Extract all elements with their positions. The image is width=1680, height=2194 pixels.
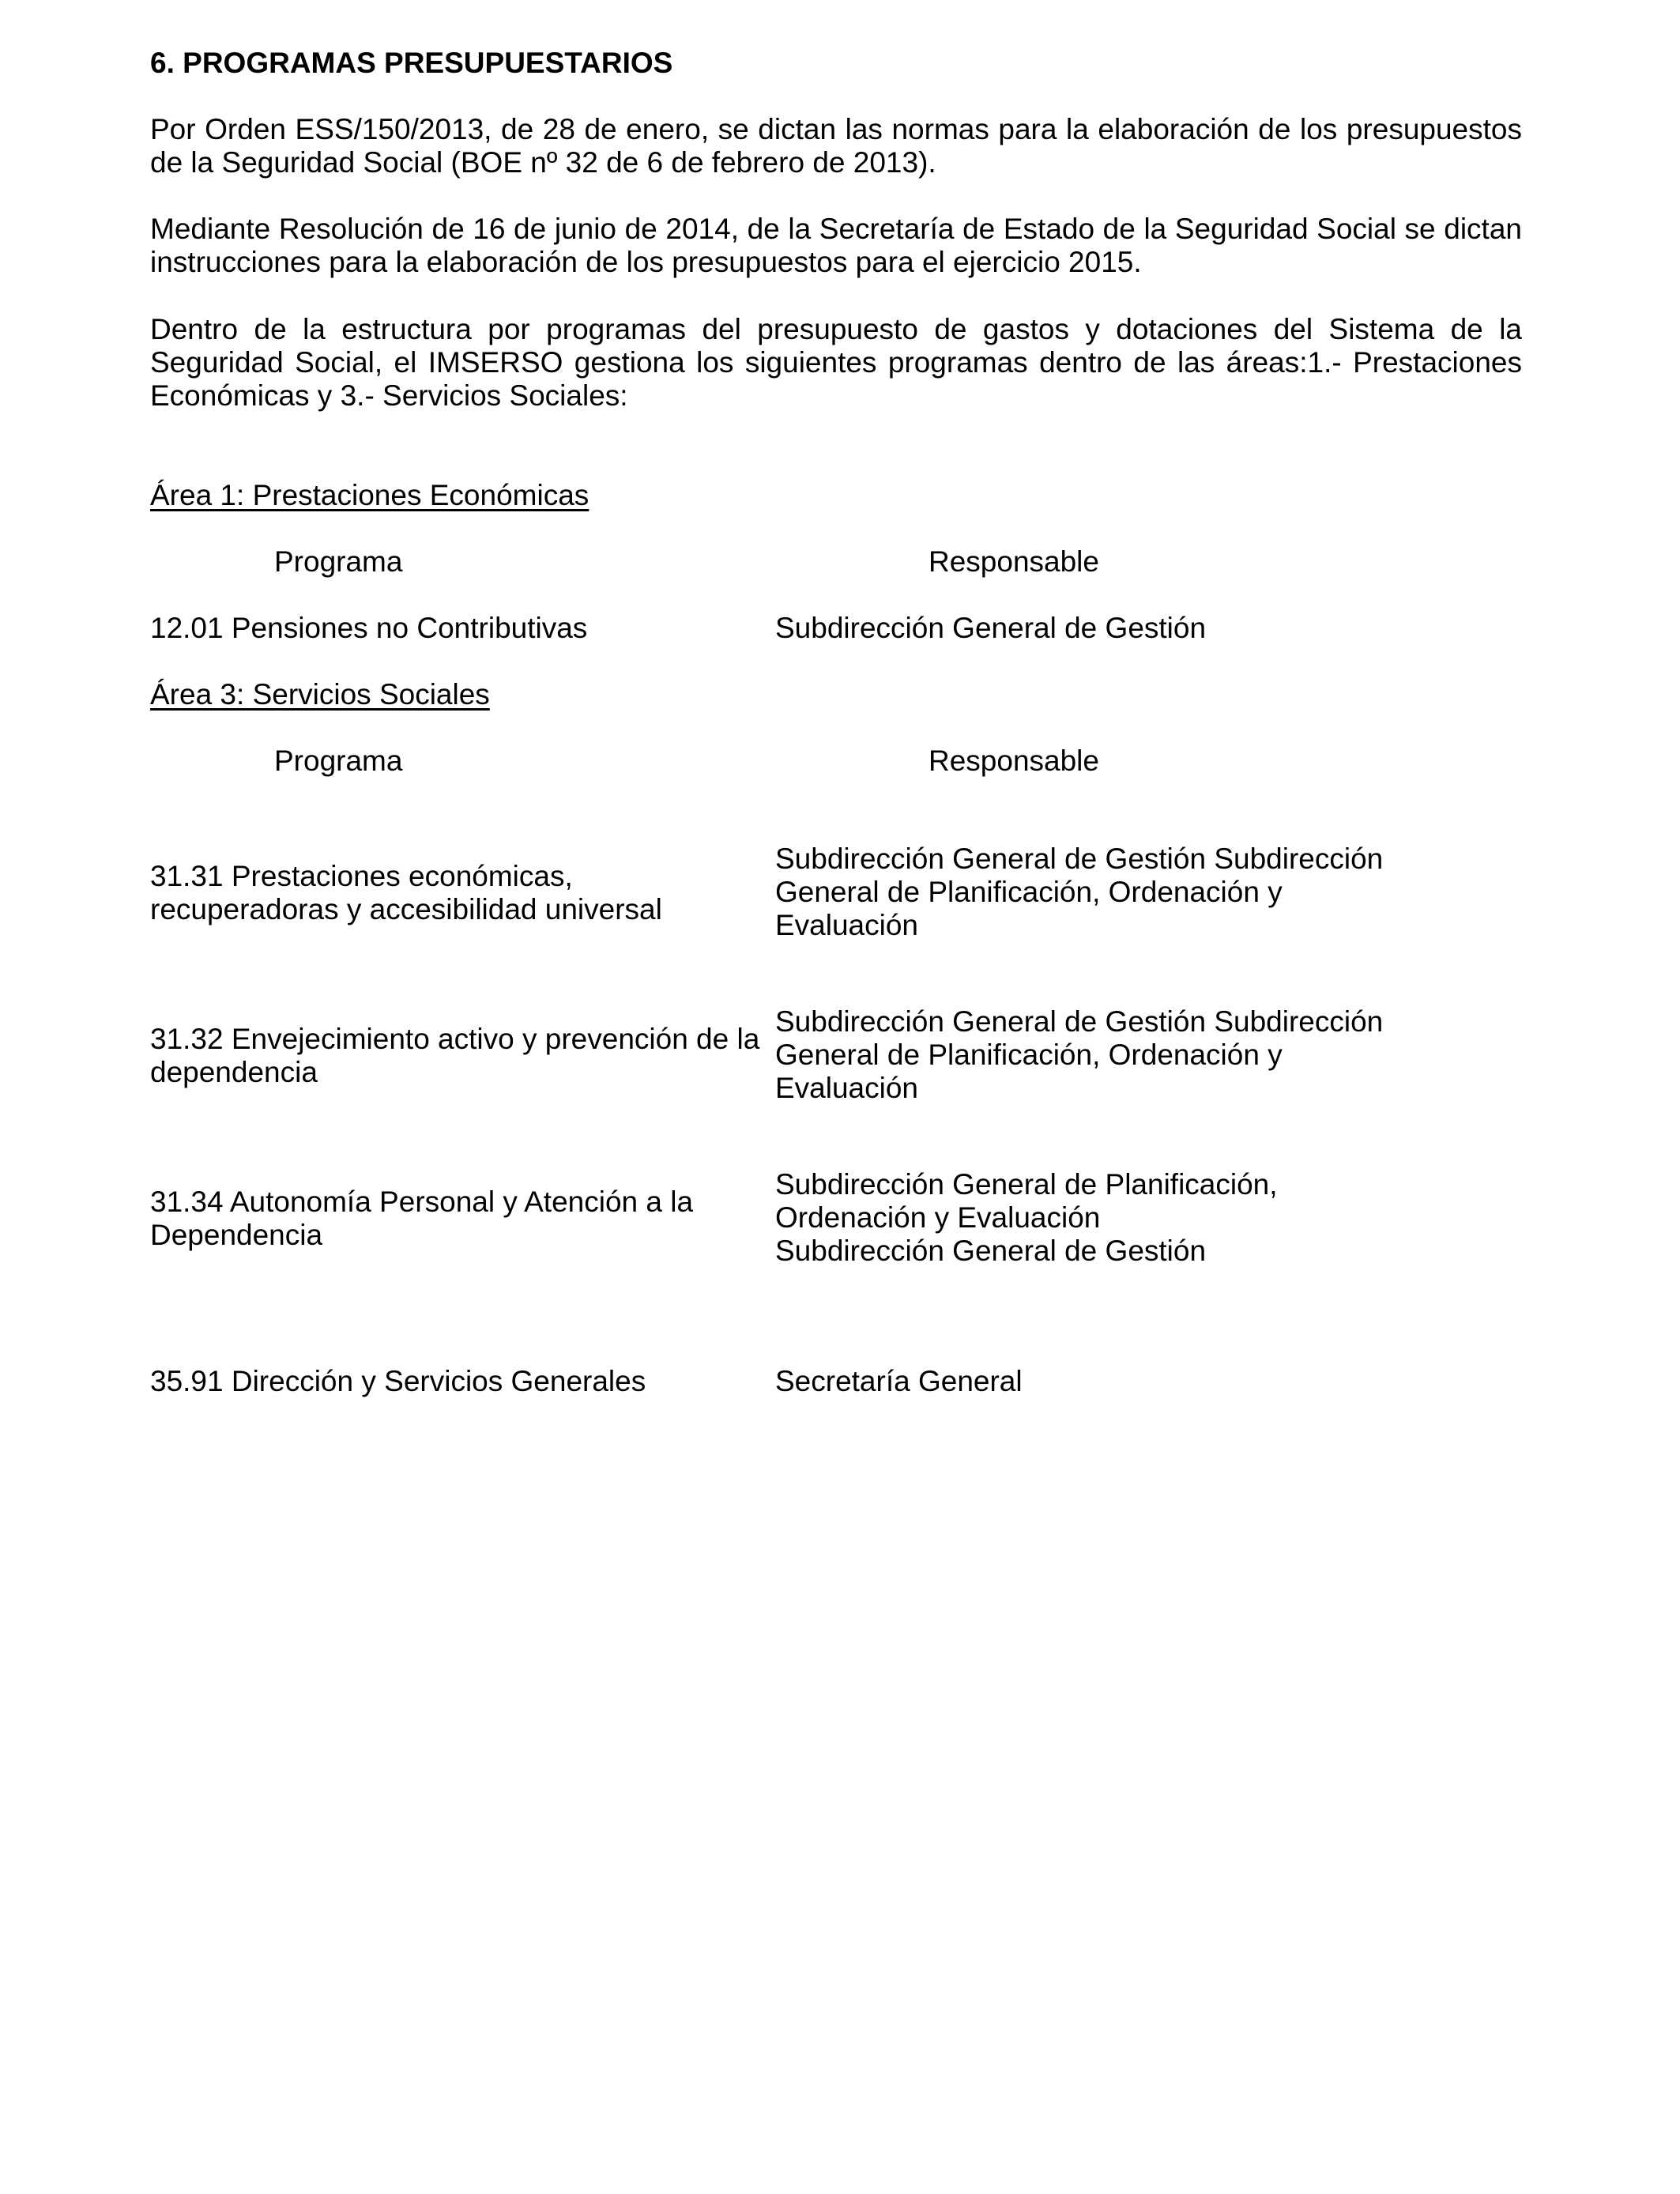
responsible-line: Evaluación [775, 909, 919, 941]
program-31-32 [150, 1023, 774, 1089]
area-1-col-programa: Programa [274, 545, 403, 578]
program-12-01 [150, 612, 774, 645]
responsible-line: Subdirección General de Gestión Subdirección [775, 843, 1384, 875]
program-line: dependencia [150, 1056, 318, 1088]
program-line: recuperadoras y accesibilidad universal [150, 893, 662, 925]
area-3-col-programa: Programa [274, 745, 403, 777]
area-3-col-responsable: Responsable [929, 745, 1099, 777]
program-line: 31.32 Envejecimiento activo y prevención de la [150, 1023, 760, 1055]
program-line: 31.34 Autonomía Personal y Atención a la [150, 1186, 694, 1218]
area-3-title: Área 3: Servicios Sociales [150, 678, 490, 711]
responsible-line: Evaluación [775, 1072, 919, 1104]
responsible-line: Subdirección General de Gestión Subdirección [775, 1005, 1384, 1038]
responsible-31-34 [775, 1168, 1407, 1268]
responsible-line: Secretaría General [775, 1365, 1023, 1397]
program-31-34 [150, 1186, 774, 1252]
responsible-line: Ordenación y Evaluación [775, 1201, 1101, 1234]
responsible-35-91 [775, 1365, 1407, 1398]
responsible-line: General de Planificación, Ordenación y [775, 876, 1283, 908]
area-1-title: Área 1: Prestaciones Económicas [150, 479, 590, 511]
responsible-line: Subdirección General de Gestión [775, 1235, 1207, 1267]
paragraph-orden: Por Orden ESS/150/2013, de 28 de enero, se dictan las normas para la elaboración de los presupuestos de la Seguridad Social (BOE nº 32 de 6 de febrero de 2013). [150, 113, 1522, 179]
responsible-line: Subdirección General de Gestión [775, 612, 1207, 644]
responsible-line: General de Planificación, Ordenación y [775, 1039, 1283, 1071]
program-31-31 [150, 860, 774, 926]
responsible-31-31 [775, 843, 1407, 942]
paragraph-resolucion: Mediante Resolución de 16 de junio de 2014, de la Secretaría de Estado de la Seguridad Social se dictan instrucciones para la elaboración de los presupuestos para el ejercicio 2015. [150, 213, 1522, 278]
responsible-12-01 [775, 612, 1407, 645]
program-35-91 [150, 1365, 774, 1398]
program-line: 12.01 Pensiones no Contributivas [150, 612, 588, 644]
area-1-col-responsable: Responsable [929, 545, 1099, 578]
paragraph-estructura: Dentro de la estructura por programas del presupuesto de gastos y dotaciones del Sistema de la Seguridad Social, el IMSERSO gestiona los siguientes programas dentro de las áreas:1.- Prestaciones Económicas y 3.- Servicios Sociales: [150, 313, 1522, 412]
responsible-line: Subdirección General de Planificación, [775, 1168, 1278, 1201]
section-title: 6. PROGRAMAS PRESUPUESTARIOS [150, 47, 673, 79]
program-line: 31.31 Prestaciones económicas, [150, 860, 573, 892]
program-line: Dependencia [150, 1219, 323, 1251]
program-line: 35.91 Dirección y Servicios Generales [150, 1365, 646, 1397]
responsible-31-32 [775, 1005, 1407, 1105]
